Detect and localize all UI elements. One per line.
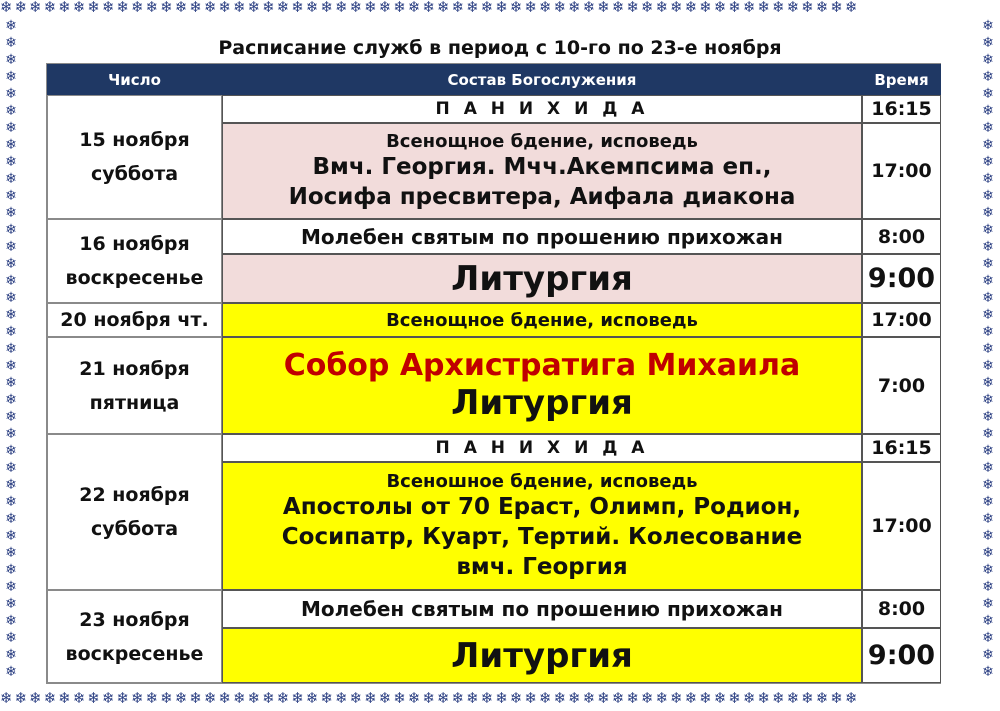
time-cell: 8:00 (862, 590, 941, 628)
time-cell: 9:00 (862, 628, 941, 683)
date-day: 15 ноября (79, 129, 190, 151)
time-cell: 17:00 (862, 123, 941, 219)
service-liturgy: Литургия (451, 383, 633, 423)
date-weekday: пятница (89, 391, 180, 414)
service-liturgy: Литургия (222, 254, 862, 303)
date-cell (47, 337, 222, 434)
time-cell: 9:00 (862, 254, 941, 303)
snowflake-border-right: ❄ ❄ ❄ ❄ ❄ ❄ ❄ ❄ ❄ ❄ ❄ ❄ ❄ ❄ ❄ ❄ ❄ ❄ ❄ ❄ ❄ ❄ ❄ ❄ ❄ ❄ ❄ ❄ ❄ ❄ ❄ ❄ ❄ ❄ ❄ ❄ ❄ ❄ ❄ (982, 18, 994, 680)
service-vigil: Всенощное бдение, исповедь (222, 303, 862, 337)
service-vigil-title: Всенощное бдение, исповедь (386, 130, 698, 152)
schedule-table (46, 63, 941, 684)
service-liturgy: Литургия (222, 628, 862, 683)
header-date: Число (47, 64, 222, 95)
time-cell: 8:00 (862, 219, 941, 254)
page-title: Расписание служб в период с 10-го по 23-е ноября (218, 37, 782, 59)
time-cell: 17:00 (862, 303, 941, 337)
header-time: Время (862, 64, 941, 95)
date-weekday: воскресенье (65, 642, 204, 665)
service-vigil (222, 123, 862, 219)
time-cell: 17:00 (862, 462, 941, 590)
time-cell: 16:15 (862, 434, 941, 462)
time-cell: 16:15 (862, 95, 941, 123)
snowflake-border-top: ❄❄❄❄❄❄❄❄❄❄❄❄❄❄❄❄❄❄❄❄❄❄❄❄❄❄❄❄❄❄❄❄❄❄❄❄❄❄❄❄❄❄❄❄❄❄❄❄❄❄❄❄❄❄❄❄❄❄❄ (0, 0, 860, 16)
header-service: Состав Богослужения (222, 64, 862, 95)
service-saints-line: вмч. Георгия (456, 553, 628, 580)
service-vigil-title: Всеношное бдение, исповедь (386, 470, 698, 492)
date-day: 16 ноября (79, 233, 190, 255)
snowflake-border-left: ❄ ❄ ❄ ❄ ❄ ❄ ❄ ❄ ❄ ❄ ❄ ❄ ❄ ❄ ❄ ❄ ❄ ❄ ❄ ❄ ❄ ❄ ❄ ❄ ❄ ❄ ❄ ❄ ❄ ❄ ❄ ❄ ❄ ❄ ❄ ❄ ❄ ❄ ❄ (5, 18, 17, 680)
service-panikhida: П А Н И Х И Д А (222, 95, 862, 123)
date-day: 23 ноября (79, 608, 190, 631)
date-cell (47, 434, 222, 590)
service-saints-line: Вмч. Георгия. Мчч.Акемпсима еп., (312, 153, 772, 180)
snowflake-border-bottom: ❄❄❄❄❄❄❄❄❄❄❄❄❄❄❄❄❄❄❄❄❄❄❄❄❄❄❄❄❄❄❄❄❄❄❄❄❄❄❄❄❄❄❄❄❄❄❄❄❄❄❄❄❄❄❄❄❄❄❄ (0, 691, 860, 707)
date-cell (47, 219, 222, 303)
date-cell (47, 95, 222, 219)
service-saints-line: Сосипатр, Куарт, Тертий. Колесование (281, 523, 803, 550)
service-moleben: Молебен святым по прошению прихожан (222, 219, 862, 254)
date-weekday: суббота (90, 163, 179, 185)
service-saints-line: Иосифа пресвитера, Аифала диакона (288, 183, 796, 210)
time-cell: 7:00 (862, 337, 941, 434)
service-feast (222, 337, 862, 434)
date-day: 21 ноября (79, 357, 190, 380)
service-panikhida: П А Н И Х И Д А (222, 434, 862, 462)
date-weekday: суббота (90, 518, 179, 540)
service-moleben: Молебен святым по прошению прихожан (222, 590, 862, 628)
date-day: 22 ноября (79, 484, 190, 506)
date-cell (47, 590, 222, 683)
service-saints-line: Апостолы от 70 Ераст, Олимп, Родион, (282, 493, 802, 520)
feast-title: Собор Архистратига Михаила (283, 348, 801, 383)
date-weekday: воскресенье (65, 267, 204, 289)
service-vigil (222, 462, 862, 590)
date-cell: 20 ноября чт. (47, 303, 222, 337)
